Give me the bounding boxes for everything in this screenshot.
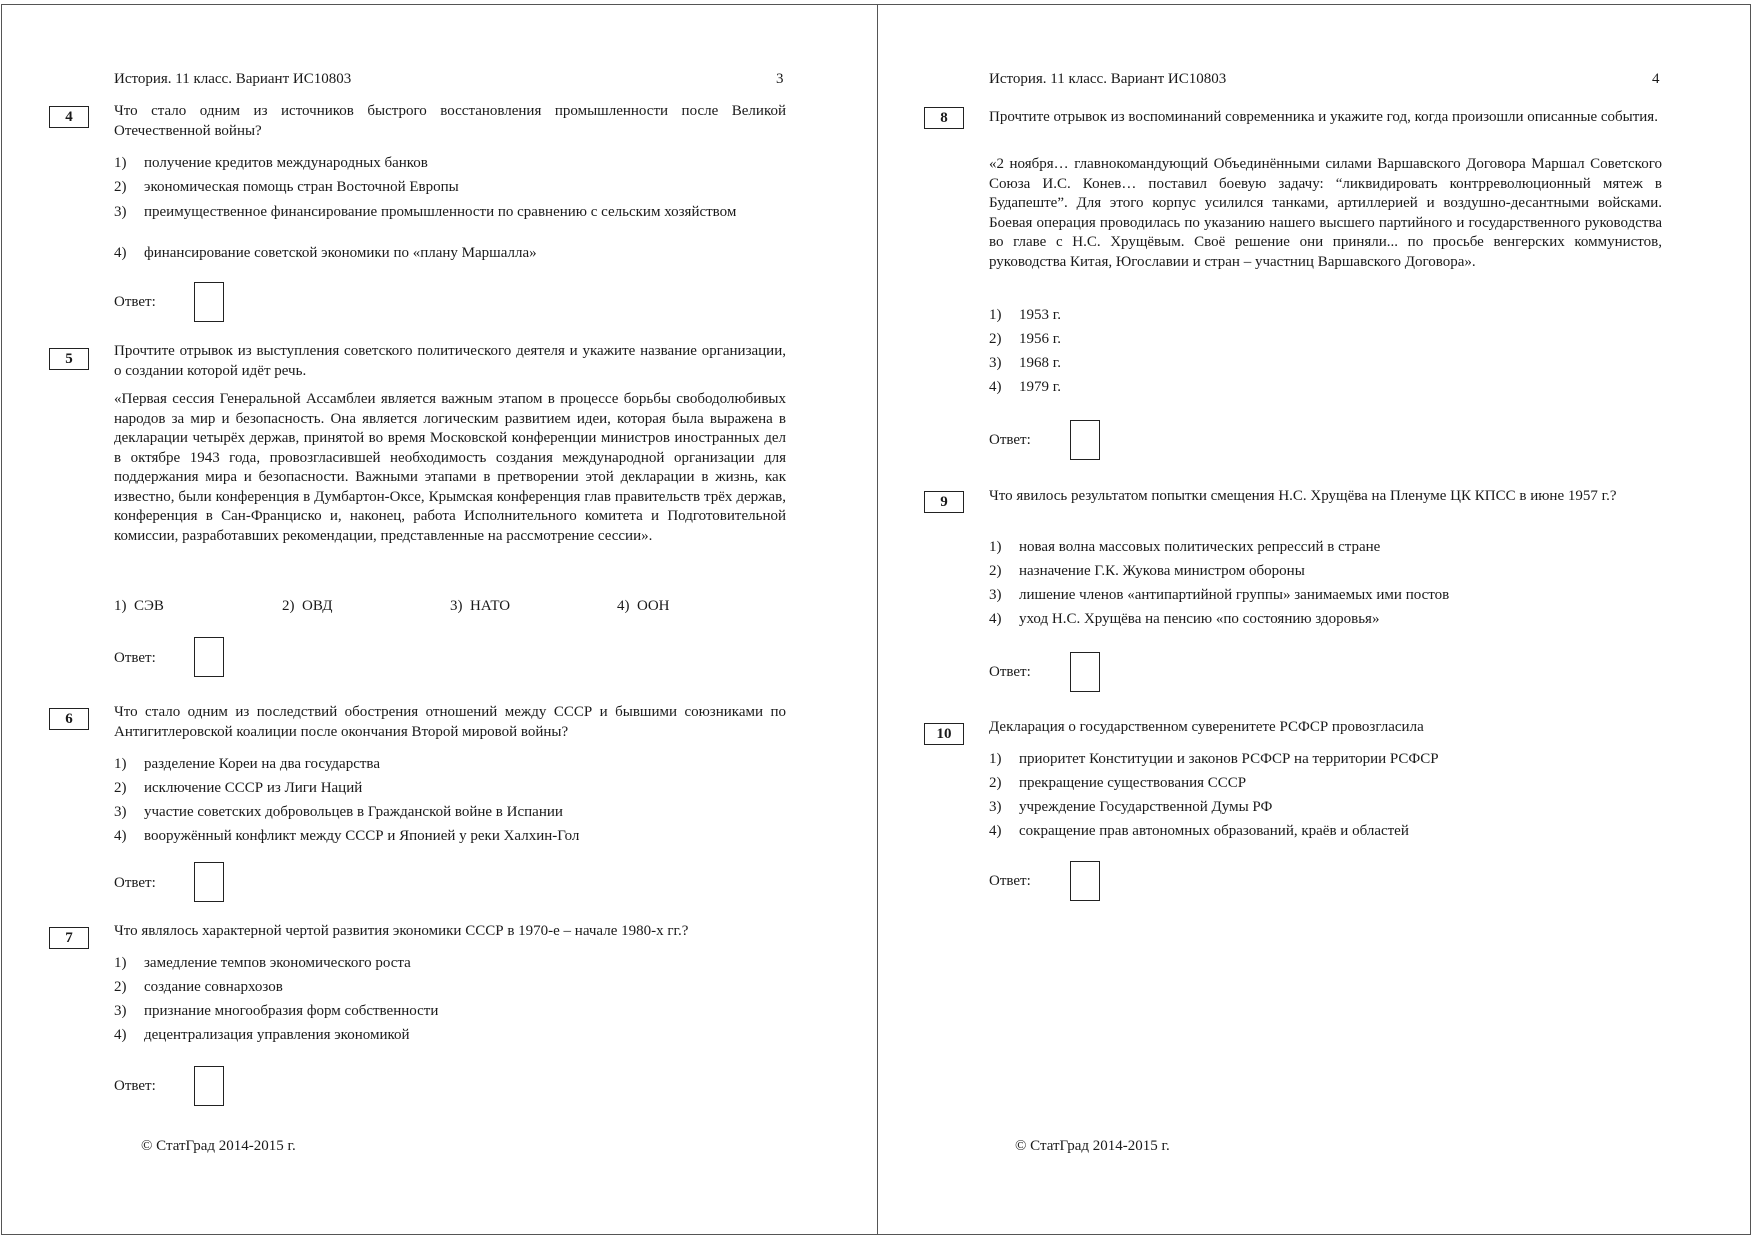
question-4-option-3[interactable]: 3) преимущественное финансирование промышленности по сравнению с сельским хозяйством (114, 204, 737, 220)
question-5-option-2[interactable]: 2) ОВД (282, 598, 333, 614)
question-7-text: Что являлось характерной чертой развития экономики СССР в 1970-е – начале 1980-х гг.? (114, 923, 689, 939)
question-number-8: 8 (924, 107, 964, 129)
page-header: История. 11 класс. Вариант ИС10803 (989, 71, 1227, 87)
question-6-text: Что стало одним из последствий обострения отношений между СССР и бывшими союзниками по Антигитлеровской коалиции после окончания Второй мировой войны? (114, 704, 786, 740)
answer-label-5: Ответ: (114, 650, 156, 666)
answer-label-9: Ответ: (989, 664, 1031, 680)
page-number: 3 (776, 71, 784, 87)
question-9-text: Что явилось результатом попытки смещения Н.С. Хрущёва на Пленуме ЦК КПСС в июне 1957 г.? (989, 488, 1617, 504)
question-number-5: 5 (49, 348, 89, 370)
question-5-option-4[interactable]: 4) ООН (617, 598, 670, 614)
question-5-text: Прочтите отрывок из выступления советского политического деятеля и укажите название организации, о создании которой идёт речь. (114, 343, 786, 379)
question-number-4: 4 (49, 106, 89, 128)
page-footer: © СтатГрад 2014-2015 г. (141, 1138, 296, 1154)
question-number-10: 10 (924, 723, 964, 745)
question-10-text: Декларация о государственном суверенитете РСФСР провозгласила (989, 719, 1424, 735)
answer-label-6: Ответ: (114, 875, 156, 891)
question-8-quote: «2 ноября… главнокомандующий Объединёнными силами Варшавского Договора Маршал Советского Союза И.С. Конев… поставил боевую задачу: “ликвидировать контрреволюционный мятеж в Будапеште”. Для этого корпус усилился танками, артиллерией и воздушно-десантными войсками. Боевая операция проводилась по указанию нашего высшего партийного и государственного руководства во главе с Н.С. Хрущёвым. Своё решение они приняли... по просьбе венгерских коммунистов, руководства Китая, Югославии и стран – участниц Варшавского Договора». (989, 156, 1662, 270)
question-5-quote: «Первая сессия Генеральной Ассамблеи является важным этапом в процессе борьбы свободолюбивых народов за мир и безопасность. Она является логическим развитием идеи, которая была выражена в декларации четырёх держав, принятой во время Московской конференции министров иностранных дел в октябре 1943 года, провозгласившей необходимость создания международной организации для поддержания мира и безопасности. Важными этапами в претворении этой декларации в жизнь, как известно, были конференция в Думбартон-Оксе, Крымская конференция глав правительств трёх держав, конференция в Сан-Франциско и, наконец, работа Исполнительного комитета и Подготовительной комиссии, разработавших рекомендации, представленные на рассмотрение сессии». (114, 391, 786, 544)
question-number-6: 6 (49, 708, 89, 730)
right-page: История. 11 класс. Вариант ИС10803 4 8 Прочтите отрывок из воспоминаний современника и укажите год, когда произошли описанные события. «2 ноября… главнокомандующий Объединёнными силами Варшавского Договора Маршал Советского Союза И.С. Конев… поставил боевую задачу: “ликвидировать контрреволюционный мятеж в Будапеште”. Для этого корпус усилился танками, артиллерией и воздушно-десантными войсками. Боевая операция проводилась по указанию нашего высшего партийного и государственного руководства во главе с Н.С. Хрущёвым. Своё решение они приняли... по просьбе венгерских коммунистов, руководства Китая, Югославии и стран – участниц Варшавского Договора». 1) 1953 г. 2) 1956 г. 3) 1968 г. 4) 1979 г. Ответ: 9 Что явилось результатом попытки смещения Н.С. Хрущёва на Пленуме ЦК КПСС в июне 1957 г.? 1) новая волна массовых политических репрессий в стране 2) назначение Г.К. Жукова министром обороны 3) лишение членов «антипартийной группы» занимаемых ими постов 4) уход Н.С. Хрущёва на пенсию «по состоянию здоровья» Ответ: 10 Декларация о государственном суверенитете РСФСР провозгласила 1) приоритет Конституции и законов РСФСР на территории РСФСР 2) прекращение существования СССР 3) учреждение Государственной Думы РФ 4) сокращение прав автономных образований, краёв и областей Ответ: © СтатГрад 2014-2015 г. (877, 0, 1754, 1239)
question-5-option-3[interactable]: 3) НАТО (450, 598, 511, 614)
answer-label-8: Ответ: (989, 432, 1031, 448)
answer-label-4: Ответ: (114, 294, 156, 310)
answer-label-10: Ответ: (989, 873, 1031, 889)
question-8-text: Прочтите отрывок из воспоминаний современника и укажите год, когда произошли описанные события. (989, 109, 1658, 125)
answer-box-5[interactable] (194, 637, 224, 677)
answer-label-7: Ответ: (114, 1078, 156, 1094)
question-5-option-1[interactable]: 1) СЭВ (114, 598, 164, 614)
page-number: 4 (1652, 71, 1660, 87)
question-number-9: 9 (924, 491, 964, 513)
question-number-7: 7 (49, 927, 89, 949)
question-4-text: Что стало одним из источников быстрого восстановления промышленности после Великой Отечественной войны? (114, 103, 786, 139)
answer-box-10[interactable] (1070, 861, 1100, 901)
left-page: История. 11 класс. Вариант ИС10803 3 4 Что стало одним из источников быстрого восстановления промышленности после Великой Отечественной войны? 1) получение кредитов международных банков 2) экономическая помощь стран Восточной Европы 3) преимущественное финансирование промышленности по сравнению с сельским хозяйством 4) финансирование советской экономики по «плану Маршалла» Ответ: 5 Прочтите отрывок из выступления советского политического деятеля и укажите название организации, о создании которой идёт речь. «Первая сессия Генеральной Ассамблеи является важным этапом в процессе борьбы свободолюбивых народов за мир и безопасность. Она является логическим развитием идеи, которая была выражена в декларации четырёх держав, принятой во время Московской конференции министров иностранных дел в октябре 1943 года, провозгласившей необходимость создания международной организации для поддержания мира и безопасности. Важными этапами в претворении этой декларации в жизнь, как известно, были конференция в Думбартон-Оксе, Крымская конференция глав правительств трёх держав, конференция в Сан-Франциско и, наконец, работа Исполнительного комитета и Подготовительной комиссии, разработавших рекомендации, представленные на рассмотрение сессии». 1) СЭВ 2) ОВД 3) НАТО 4) ООН Ответ: 6 Что стало одним из последствий обострения отношений между СССР и бывшими союзниками по Антигитлеровской коалиции после окончания Второй мировой войны? 1) разделение Кореи на два государства 2) исключение СССР из Лиги Наций 3) участие советских добровольцев в Гражданской войне в Испании 4) вооружённый конфликт между СССР и Японией у реки Халхин-Гол Ответ: 7 Что являлось характерной чертой развития экономики СССР в 1970-е – начале 1980-х гг.? 1) замедление темпов экономического роста 2) создание совнархозов 3) признание многообразия форм собственности 4) децентрализация управления экономикой Ответ: © СтатГрад 2014-2015 г. (0, 0, 877, 1239)
answer-box-9[interactable] (1070, 652, 1100, 692)
answer-box-4[interactable] (194, 282, 224, 322)
answer-box-8[interactable] (1070, 420, 1100, 460)
answer-box-7[interactable] (194, 1066, 224, 1106)
page-footer: © СтатГрад 2014-2015 г. (1015, 1138, 1170, 1154)
answer-box-6[interactable] (194, 862, 224, 902)
page-header: История. 11 класс. Вариант ИС10803 (114, 71, 352, 87)
